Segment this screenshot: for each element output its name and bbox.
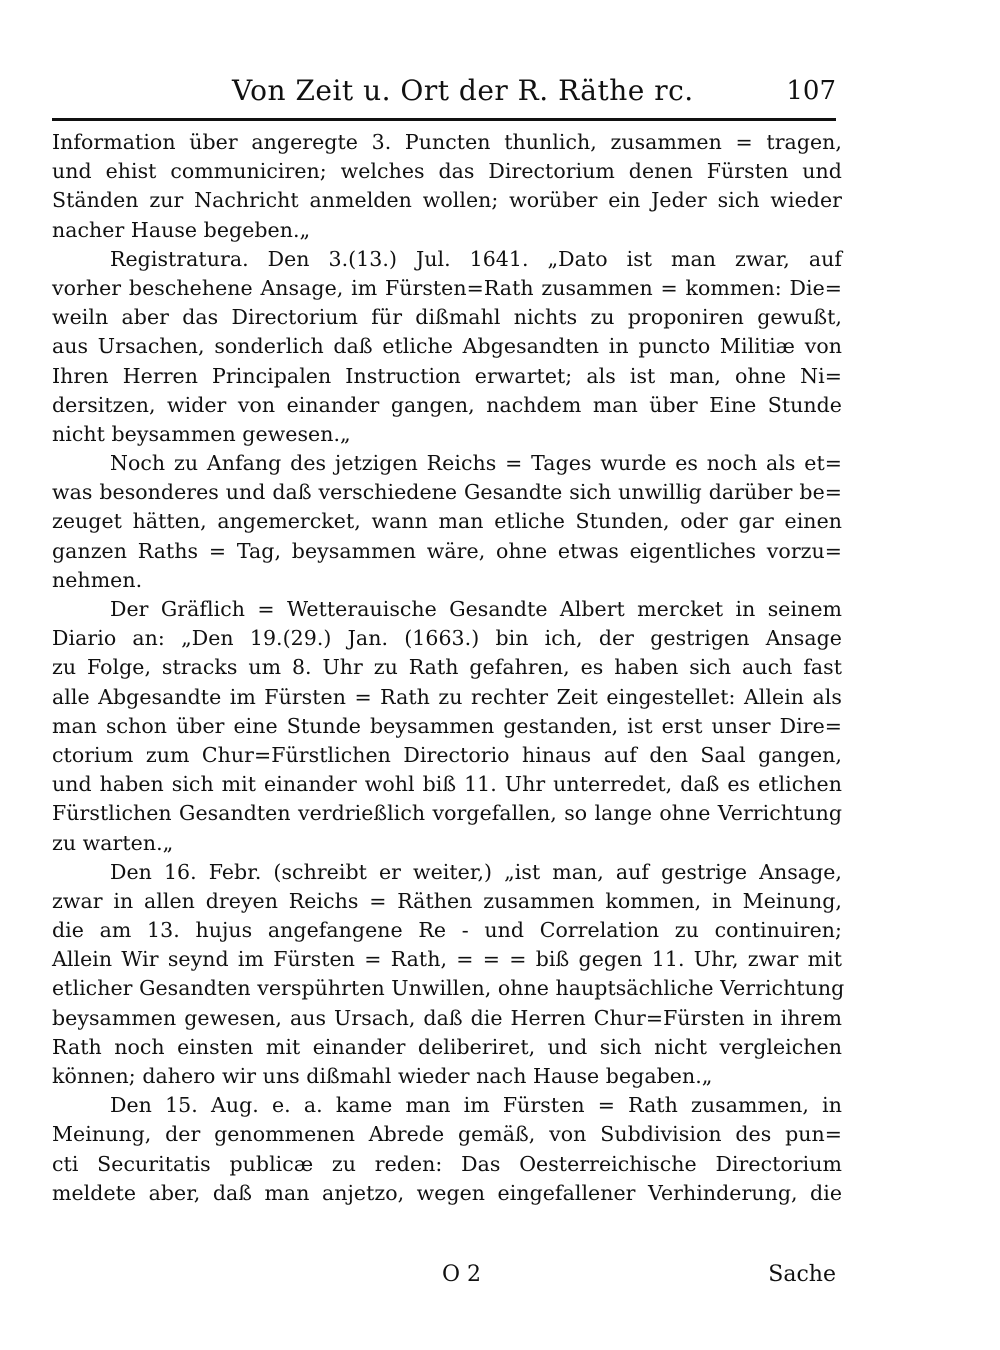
text-line: nehmen. (52, 567, 143, 592)
text-line: Den 16. Febr. (schreibt er weiter,) „ist man, auf gestrige Ansage, (110, 859, 842, 884)
catchword: Sache (768, 1262, 836, 1287)
text-line: alle Abgesandte im Fürsten = Rath zu rechter Zeit eingestellet: Allein als (52, 684, 842, 709)
text-line: Registratura. Den 3.(13.) Jul. 1641. „Dato ist man zwar, auf (110, 246, 842, 271)
header-rule (52, 118, 836, 121)
text-line: Rath noch einsten mit einander deliberiret, und sich nicht vergleichen (52, 1034, 842, 1059)
text-line: aus Ursachen, sonderlich daß etliche Abgesandten in puncto Militiæ von (52, 334, 842, 359)
text-line: zeuget hätten, angemercket, wann man etliche Stunden, oder gar einen (52, 509, 842, 534)
text-line: können; dahero wir uns dißmahl wieder nach Hause begaben.„ (52, 1064, 713, 1088)
text-line: vorher beschehene Ansage, im Fürsten=Rath zusammen = kommen: Die= (52, 275, 842, 300)
text-line: Ihren Herren Principalen Instruction erwartet; als ist man, ohne Ni= (52, 363, 842, 388)
text-line: ganzen Raths = Tag, beysammen wäre, ohne etwas eigentliches vorzu= (52, 538, 842, 563)
text-line: zwar in allen dreyen Reichs = Räthen zusammen kommen, in Meinung, (52, 888, 842, 913)
text-line: dersitzen, wider von einander gangen, nachdem man über Eine Stunde (52, 392, 842, 417)
text-line: zu Folge, stracks um 8. Uhr zu Rath gefahren, es haben sich auch fast (52, 655, 842, 680)
text-line: etlicher Gesandten verspührten Unwillen, ohne hauptsächliche Verrichtung (52, 976, 845, 1001)
text-line: Den 15. Aug. e. a. kame man im Fürsten = Rath zusammen, in (110, 1093, 842, 1118)
text-line: nicht beysammen gewesen.„ (52, 421, 351, 446)
text-line: Der Gräflich = Wetterauische Gesandte Albert mercket in seinem (110, 597, 842, 621)
text-line: die am 13. hujus angefangene Re - und Correlation zu continuiren; (52, 918, 842, 943)
text-line: ctorium zum Chur=Fürstlichen Directorio hinaus auf den Saal gangen, (52, 742, 842, 767)
text-line: Diario an: „Den 19.(29.) Jan. (1663.) bin ich, der gestrigen Ansage (52, 626, 842, 651)
text-line: Fürstlichen Gesandten verdrießlich vorgefallen, so lange ohne Verrichtung (52, 801, 842, 826)
page-footer (52, 1262, 836, 1294)
running-header (52, 70, 836, 110)
text-line: Meinung, der genommenen Abrede gemäß, von Subdivision des pun= (52, 1122, 842, 1147)
text-line: Noch zu Anfang des jetzigen Reichs = Tages wurde es noch als et= (110, 451, 842, 476)
text-line: was besonderes und daß verschiedene Gesandte sich unwillig darüber be= (52, 480, 842, 505)
signature-mark: O 2 (442, 1262, 482, 1287)
text-line: weiln aber das Directorium für dißmahl nichts zu proponiren gewußt, (52, 305, 842, 330)
text-line: Ständen zur Nachricht anmelden wollen; worüber ein Jeder sich wieder (52, 188, 842, 213)
text-line: man schon über eine Stunde beysammen gestanden, ist erst unser Dire= (52, 713, 842, 738)
text-line: und haben sich mit einander wohl biß 11. Uhr unterredet, daß es etlichen (52, 772, 842, 797)
text-line: zu warten.„ (52, 830, 174, 855)
text-line: cti Securitatis publicæ zu reden: Das Oesterreichische Directorium (52, 1151, 842, 1176)
running-title: Von Zeit u. Ort der R. Räthe rc. (232, 74, 694, 107)
text-line: Information über angeregte 3. Puncten thunlich, zusammen = tragen, (52, 130, 842, 154)
text-line: beysammen gewesen, aus Ursach, daß die Herren Chur=Fürsten in ihrem (52, 1005, 842, 1030)
text-line: nacher Hause begeben.„ (52, 217, 311, 242)
text-line: Allein Wir seynd im Fürsten = Rath, = = = biß gegen 11. Uhr, zwar mit (52, 947, 842, 972)
body-text (52, 128, 845, 1208)
text-line: meldete aber, daß man anjetzo, wegen eingefallener Verhinderung, die (52, 1180, 842, 1205)
text-line: und ehist communiciren; welches das Directorium denen Fürsten und (52, 159, 842, 184)
page-number: 107 (786, 76, 836, 106)
